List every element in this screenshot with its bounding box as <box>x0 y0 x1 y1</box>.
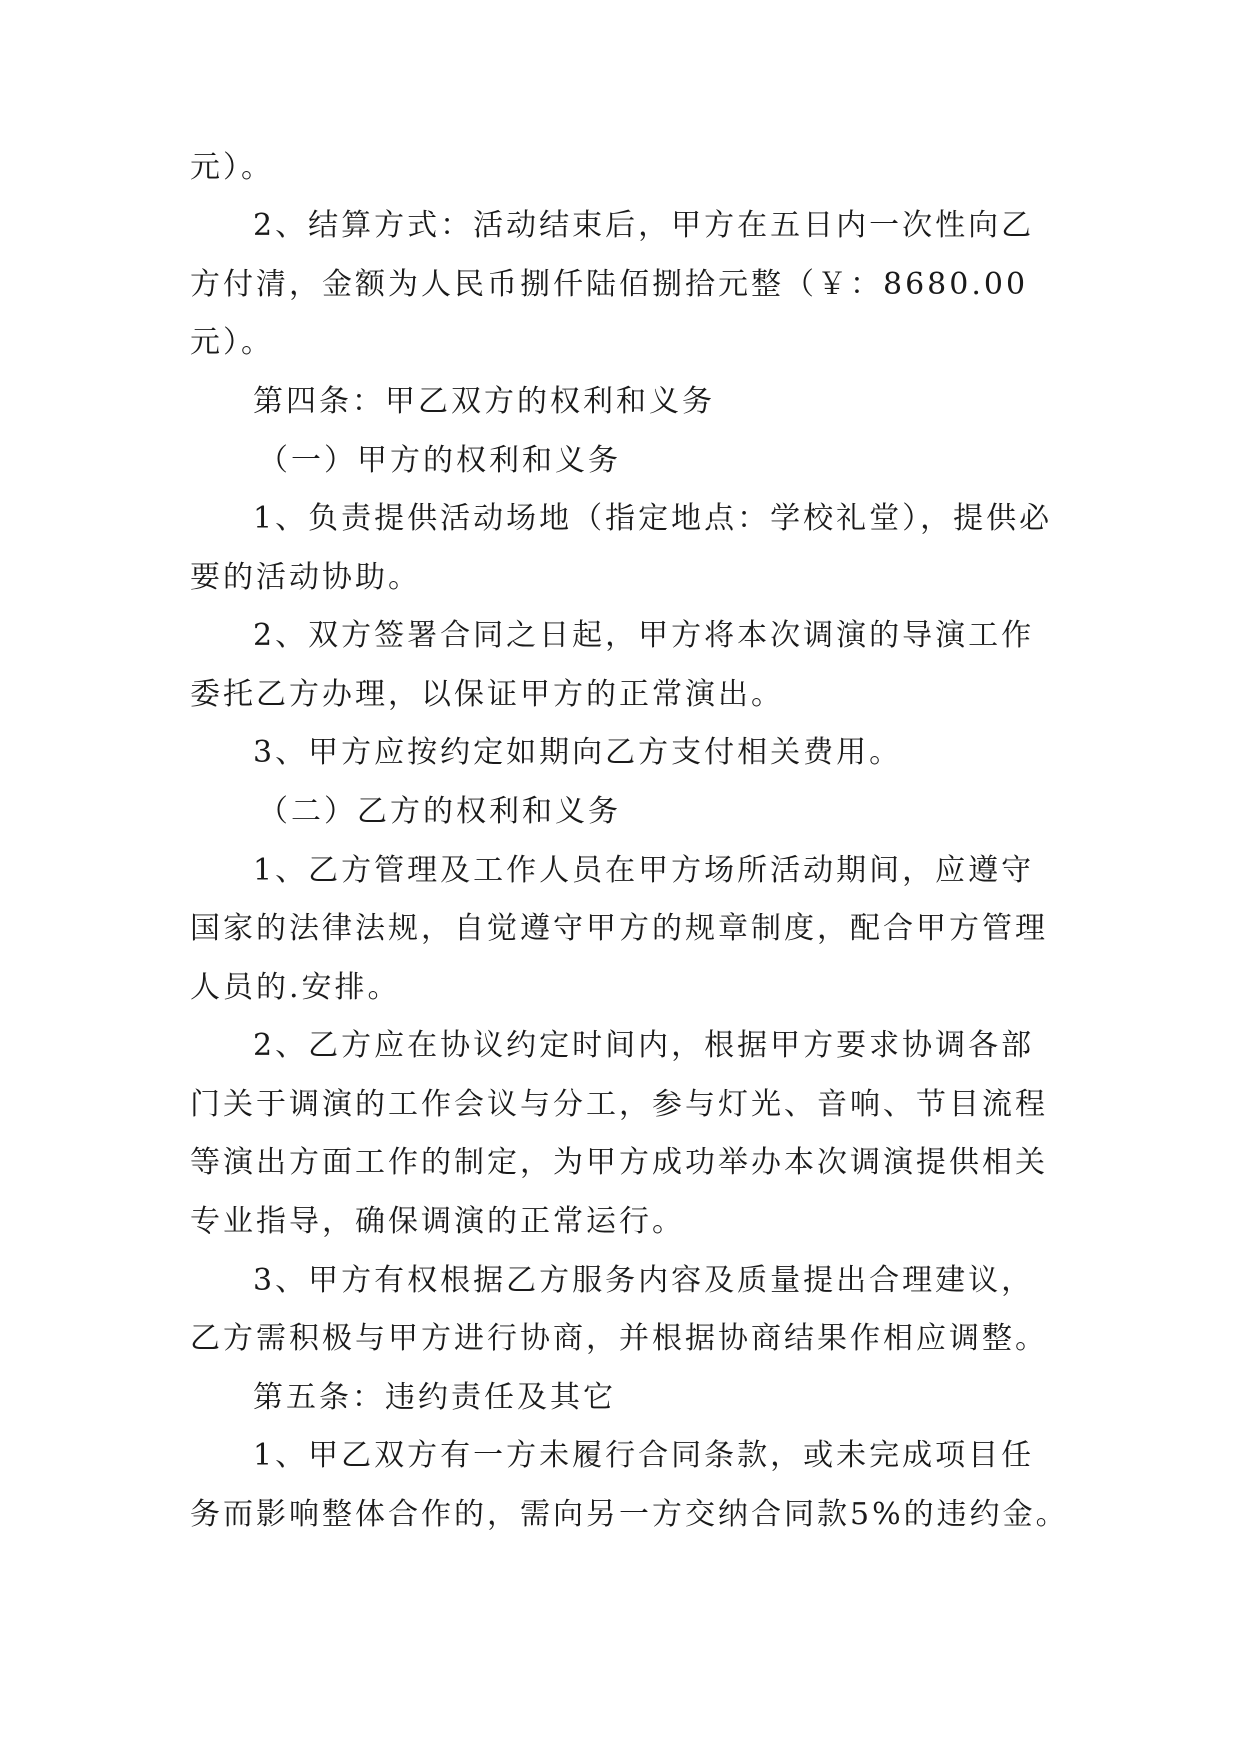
subsection-heading: （一）甲方的权利和义务 <box>258 443 621 478</box>
section-heading: 第四条：甲乙双方的权利和义务 <box>253 384 715 419</box>
text-line: 要的活动协助。 <box>190 560 421 595</box>
text-line: 国家的法律法规，自觉遵守甲方的规章制度，配合甲方管理 <box>190 911 1048 946</box>
text-line: 2、结算方式：活动结束后，甲方在五日内一次性向乙 <box>253 208 1035 243</box>
text-line: 人员的.安排。 <box>190 970 401 1005</box>
text-line: 元）。 <box>190 325 274 360</box>
text-line: 2、双方签署合同之日起，甲方将本次调演的导演工作 <box>253 618 1035 653</box>
text-line: 1、甲乙双方有一方未履行合同条款，或未完成项目任 <box>253 1438 1035 1473</box>
text-line: 1、负责提供活动场地（指定地点：学校礼堂），提供必 <box>253 501 1053 536</box>
text-line: 元）。 <box>190 150 274 185</box>
subsection-heading: （二）乙方的权利和义务 <box>258 794 621 829</box>
text-line: 2、乙方应在协议约定时间内，根据甲方要求协调各部 <box>253 1028 1035 1063</box>
text-line: 委托乙方办理，以保证甲方的正常演出。 <box>190 677 784 712</box>
text-line: 乙方需积极与甲方进行协商，并根据协商结果作相应调整。 <box>190 1321 1048 1356</box>
text-line: 等演出方面工作的制定，为甲方成功举办本次调演提供相关 <box>190 1145 1048 1180</box>
text-line: 3、甲方应按约定如期向乙方支付相关费用。 <box>253 735 903 770</box>
text-line: 1、乙方管理及工作人员在甲方场所活动期间，应遵守 <box>253 853 1035 888</box>
section-heading: 第五条：违约责任及其它 <box>253 1380 616 1415</box>
text-line: 3、甲方有权根据乙方服务内容及质量提出合理建议， <box>253 1263 1035 1298</box>
text-line: 务而影响整体合作的，需向另一方交纳合同款5%的违约金。 <box>190 1497 1069 1532</box>
text-line: 方付清，金额为人民币捌仟陆佰捌拾元整（￥：8680.00 <box>190 267 1029 302</box>
text-line: 专业指导，确保调演的正常运行。 <box>190 1204 685 1239</box>
text-line: 门关于调演的工作会议与分工，参与灯光、音响、节目流程 <box>190 1087 1048 1122</box>
